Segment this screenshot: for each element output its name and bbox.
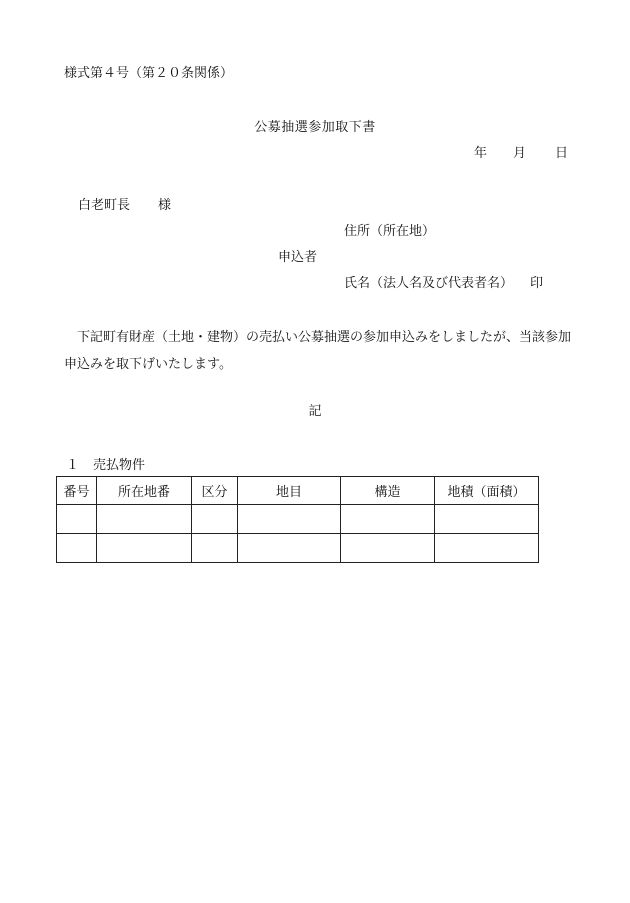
document-title: 公募抽選参加取下書: [254, 120, 376, 135]
section-title: 売払物件: [93, 458, 146, 473]
table-row: [57, 534, 539, 563]
date-month-label: 月: [513, 146, 527, 161]
table-header-row: [57, 477, 539, 505]
section-heading: [66, 458, 145, 474]
header-location: 所在地番: [97, 477, 192, 505]
table-cell[interactable]: [238, 534, 341, 563]
seal-label: 印: [530, 276, 544, 291]
table-row: [57, 505, 539, 534]
table-cell[interactable]: [192, 534, 238, 563]
header-category: 区分: [192, 477, 238, 505]
ki-heading: 記: [308, 404, 322, 419]
addressee: 白老町長: [78, 198, 131, 213]
property-table: [56, 476, 539, 563]
body-text: 下記町有財産（土地・建物）の売払い公募抽選の参加申込みをしましたが、当該参加申込みを取下げいたします。: [64, 330, 572, 372]
table-cell[interactable]: [192, 505, 238, 534]
applicant-address-label: 住所（所在地）: [344, 224, 436, 239]
addressee-suffix: 様: [158, 198, 172, 213]
header-number: 番号: [57, 477, 97, 505]
table-cell[interactable]: [97, 534, 192, 563]
section-number: １: [66, 458, 80, 473]
table-cell[interactable]: [341, 505, 435, 534]
applicant-label: 申込者: [278, 250, 318, 265]
table-cell[interactable]: [435, 505, 539, 534]
table-cell[interactable]: [57, 534, 97, 563]
table-cell[interactable]: [97, 505, 192, 534]
header-land-type: 地目: [238, 477, 341, 505]
header-structure: 構造: [341, 477, 435, 505]
table-cell[interactable]: [341, 534, 435, 563]
header-area: 地積（面積）: [435, 477, 539, 505]
applicant-name-label: 氏名（法人名及び代表者名）: [344, 276, 514, 291]
date-year-label: 年: [474, 146, 488, 161]
table-cell[interactable]: [57, 505, 97, 534]
date-day-label: 日: [555, 146, 569, 161]
table-cell[interactable]: [238, 505, 341, 534]
table-cell[interactable]: [435, 534, 539, 563]
form-number: 様式第４号（第２０条関係）: [64, 66, 234, 81]
